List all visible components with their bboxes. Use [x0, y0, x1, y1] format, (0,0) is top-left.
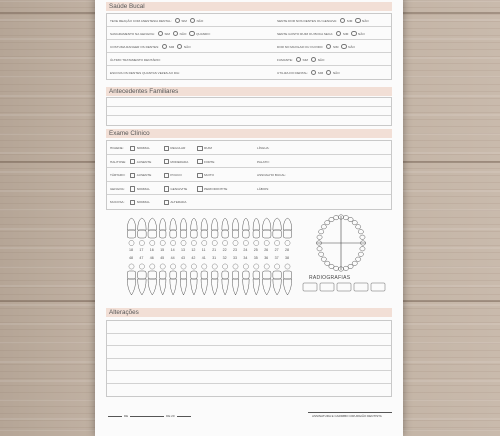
radio-option[interactable] [355, 18, 360, 23]
radio-option[interactable] [175, 18, 180, 23]
tooth-number: 33 [233, 256, 237, 260]
lower-tooth-root[interactable] [253, 279, 259, 295]
radio-option[interactable] [311, 70, 316, 75]
option-label: REGULAR [170, 146, 186, 150]
exam-row [107, 168, 391, 182]
lower-tooth-root[interactable] [243, 279, 250, 295]
lower-tooth-root[interactable] [273, 279, 282, 295]
tooth-number: 17 [139, 248, 144, 252]
alteracoes-line[interactable] [107, 359, 391, 372]
arch-tooth[interactable] [321, 257, 326, 261]
tooth-number: 45 [160, 256, 165, 260]
lower-tooth-root[interactable] [262, 279, 271, 295]
arch-tooth[interactable] [319, 252, 324, 256]
section-title-alteracoes: Alterações [106, 308, 392, 317]
upper-tooth-occlusal[interactable] [171, 240, 176, 245]
upper-tooth-crown[interactable] [180, 230, 187, 238]
tooth-number: 14 [170, 248, 175, 252]
exam-label: GENGIVA: [110, 186, 125, 191]
radio-option[interactable] [326, 44, 331, 49]
tooth-number: 31 [212, 256, 217, 260]
exam-options [110, 199, 194, 205]
lower-tooth-crown[interactable] [243, 271, 250, 279]
tooth-number: 25 [253, 248, 258, 252]
checkbox[interactable] [164, 186, 169, 191]
option-label: SIM [332, 44, 339, 49]
option-label: NÃO [196, 18, 204, 23]
lower-tooth-occlusal[interactable] [171, 264, 176, 269]
lower-tooth-root[interactable] [127, 279, 136, 295]
option-label: NÃO [179, 31, 187, 36]
tooth-number: 47 [139, 256, 144, 260]
date-line[interactable] [106, 414, 193, 418]
checkbox[interactable] [164, 159, 169, 164]
question-label: ESCOVA OS DENTES QUANTAS VEZES AO DIA: [110, 70, 180, 75]
exam-options [110, 145, 228, 151]
upper-tooth-occlusal[interactable] [212, 240, 217, 245]
upper-tooth-root[interactable] [222, 218, 229, 230]
tooth-number: 26 [264, 248, 269, 252]
upper-teeth-row [125, 216, 295, 246]
tooth-number: 43 [181, 256, 185, 260]
lower-tooth-root[interactable] [201, 279, 208, 295]
question-label: ÚLTIMO TRATAMENTO DENTÁRIO: [110, 57, 161, 62]
radio-option[interactable] [162, 44, 167, 49]
option-label: AUSENTE [136, 159, 152, 164]
radio-option[interactable] [173, 31, 178, 36]
checkbox[interactable] [197, 146, 202, 151]
date-de-label: DE [124, 414, 129, 418]
arch-tooth[interactable] [334, 215, 339, 219]
lower-tooth-crown[interactable] [170, 271, 177, 279]
saude-row [107, 40, 391, 53]
arch-tooth[interactable] [356, 225, 361, 229]
lower-tooth-root[interactable] [159, 279, 166, 295]
upper-tooth-root[interactable] [127, 218, 136, 230]
lower-tooth-crown[interactable] [159, 271, 166, 279]
upper-tooth-occlusal[interactable] [129, 240, 134, 245]
option-label: SIM [342, 31, 349, 36]
form-sheet [95, 0, 403, 436]
checkbox[interactable] [130, 186, 135, 191]
question-right [277, 31, 365, 37]
arch-tooth[interactable] [356, 257, 361, 261]
upper-tooth-root[interactable] [159, 218, 166, 230]
arch-tooth[interactable] [325, 261, 330, 265]
upper-tooth-occlusal[interactable] [243, 240, 248, 245]
arch-tooth[interactable] [352, 220, 357, 224]
lower-tooth-root[interactable] [170, 279, 177, 295]
lower-tooth-crown[interactable] [273, 271, 282, 279]
option-label: AUSENTE [136, 173, 152, 178]
lower-tooth-root[interactable] [138, 279, 147, 295]
exam-field-label: ASSOALHO BUCAL: [257, 173, 287, 178]
tooth-number: 42 [191, 256, 196, 260]
tooth-number: 11 [201, 248, 206, 252]
lower-tooth-occlusal[interactable] [264, 264, 269, 269]
checkbox[interactable] [130, 173, 135, 178]
checkbox[interactable] [130, 159, 135, 164]
question-label: FUMANTE: [277, 57, 293, 62]
arch-tooth[interactable] [343, 266, 348, 270]
upper-tooth-occlusal[interactable] [233, 240, 238, 245]
exam-options [110, 172, 228, 178]
lower-tooth-occlusal[interactable] [191, 264, 196, 269]
question-label: DOR NO MAXILAR OU OUVIDO: [277, 44, 324, 49]
upper-tooth-root[interactable] [170, 218, 177, 230]
option-label: MUITO [204, 173, 214, 178]
option-label: NÃO [317, 57, 325, 62]
lower-tooth-crown[interactable] [138, 271, 147, 279]
exam-row [107, 195, 391, 209]
radio-option[interactable] [311, 57, 316, 62]
tooth-number: 15 [160, 248, 165, 252]
saude-bucal-grid [106, 13, 392, 80]
lower-tooth-numbers [125, 256, 295, 262]
question-left [110, 31, 211, 37]
option-label: NÃO [362, 18, 369, 23]
saude-row [107, 66, 391, 79]
exam-label: HIGIENE: [110, 146, 124, 150]
upper-tooth-crown[interactable] [283, 230, 292, 238]
question-right [277, 18, 369, 24]
lower-tooth-occlusal[interactable] [181, 264, 186, 269]
radio-option[interactable] [296, 57, 301, 62]
lower-tooth-occlusal[interactable] [233, 264, 238, 269]
exam-field[interactable] [257, 159, 270, 165]
lower-tooth-occlusal[interactable] [254, 264, 259, 269]
exam-label: TÁRTARO: [110, 173, 126, 178]
option-label: MODERADA [170, 159, 189, 164]
radio-option[interactable] [158, 31, 163, 36]
option-label: SIM [168, 44, 175, 49]
tooth-number: 24 [243, 248, 248, 252]
lower-tooth-occlusal[interactable] [150, 264, 155, 269]
lower-tooth-occlusal[interactable] [223, 264, 228, 269]
dental-arch-diagram [310, 212, 372, 274]
option-label: NÃO [332, 70, 340, 75]
lower-teeth-row [125, 263, 295, 297]
lower-tooth-crown[interactable] [201, 271, 208, 279]
tooth-number: 16 [149, 248, 154, 252]
tooth-number: 32 [222, 256, 227, 260]
tooth-number: 44 [170, 256, 175, 260]
option-label: NORMAL [136, 200, 150, 205]
upper-tooth-crown[interactable] [211, 230, 218, 238]
signature-line[interactable] [308, 412, 392, 413]
radio-option[interactable] [177, 44, 182, 49]
upper-tooth-occlusal[interactable] [160, 240, 165, 245]
question-right [277, 70, 340, 76]
lower-tooth-root[interactable] [191, 279, 198, 295]
option-label: QUANDO: [196, 31, 211, 36]
upper-tooth-occlusal[interactable] [139, 240, 144, 245]
checkbox[interactable] [164, 146, 169, 151]
antecedentes-line[interactable] [107, 116, 391, 125]
question-right [277, 57, 324, 63]
lower-tooth-crown[interactable] [232, 271, 239, 279]
upper-tooth-occlusal[interactable] [191, 240, 196, 245]
arch-tooth[interactable] [319, 230, 324, 234]
question-label: SANGRAMENTO NA GENGIVA: [110, 31, 155, 36]
option-label: SIM [302, 57, 309, 62]
exam-label: MUCOSA: [110, 200, 125, 205]
tooth-number: 27 [274, 248, 279, 252]
exam-field-label: LÍNGUA: [257, 146, 270, 150]
upper-tooth-occlusal[interactable] [264, 240, 269, 245]
checkbox[interactable] [197, 186, 202, 191]
upper-tooth-root[interactable] [201, 218, 208, 230]
question-label: COSTUMA RANGER OS DENTES: [110, 44, 159, 49]
upper-tooth-occlusal[interactable] [223, 240, 228, 245]
arch-tooth[interactable] [317, 235, 322, 239]
question-label: SENTE GOSTO RUIM OU BOCA SECA: [277, 31, 334, 36]
upper-tooth-root[interactable] [138, 218, 147, 230]
exam-row [107, 141, 391, 155]
upper-tooth-crown[interactable] [127, 230, 136, 238]
upper-tooth-occlusal[interactable] [150, 240, 155, 245]
upper-tooth-occlusal[interactable] [181, 240, 186, 245]
upper-tooth-crown[interactable] [201, 230, 208, 238]
question-label: UTILIZA FIO DENTAL: [277, 70, 309, 75]
lower-tooth-occlusal[interactable] [275, 264, 280, 269]
radio-option[interactable] [340, 18, 345, 23]
tooth-number: 37 [274, 256, 279, 260]
section-title-antecedentes: Antecedentes Familiares [106, 87, 392, 96]
lower-tooth-crown[interactable] [211, 271, 218, 279]
tooth-number: 12 [191, 248, 196, 252]
exam-field[interactable] [257, 186, 269, 192]
option-label: SIM [164, 31, 170, 36]
tooth-number: 35 [253, 256, 258, 260]
exame-clinico-grid [106, 140, 392, 210]
exam-row [107, 155, 391, 169]
lower-tooth-occlusal[interactable] [202, 264, 207, 269]
tooth-number: 13 [181, 248, 185, 252]
lower-tooth-crown[interactable] [283, 271, 292, 279]
question-left [110, 57, 161, 63]
antecedentes-line[interactable] [107, 98, 391, 107]
checkbox[interactable] [164, 200, 169, 205]
upper-tooth-root[interactable] [232, 218, 239, 230]
arch-tooth[interactable] [358, 252, 363, 256]
option-label: SIM [181, 18, 187, 23]
radio-option[interactable] [351, 31, 356, 36]
upper-tooth-root[interactable] [180, 218, 187, 230]
checkbox[interactable] [197, 173, 202, 178]
upper-tooth-root[interactable] [262, 218, 271, 230]
alteracoes-line[interactable] [107, 346, 391, 359]
upper-tooth-crown[interactable] [159, 230, 166, 238]
radio-option[interactable] [189, 31, 194, 36]
option-label: RUIM [204, 146, 212, 150]
option-label: NÃO [358, 31, 365, 36]
upper-tooth-root[interactable] [148, 218, 157, 230]
option-label: NÃO [348, 44, 355, 49]
radio-option[interactable] [326, 70, 331, 75]
exam-field[interactable] [257, 172, 286, 178]
exam-field-label: PALATO: [257, 159, 270, 164]
exam-label: HALITOSE: [110, 159, 127, 164]
question-left [110, 70, 180, 76]
upper-tooth-numbers [125, 248, 295, 254]
upper-tooth-root[interactable] [191, 218, 198, 230]
radio-option[interactable] [336, 31, 341, 36]
lower-tooth-occlusal[interactable] [285, 264, 290, 269]
tooth-number: 36 [264, 256, 269, 260]
arch-tooth[interactable] [360, 235, 365, 239]
lower-tooth-root[interactable] [148, 279, 157, 295]
exam-field[interactable] [257, 145, 269, 151]
question-label: TEVE REAÇÃO COM ANESTESIA DENTAL: [110, 18, 172, 23]
lower-tooth-occlusal[interactable] [160, 264, 165, 269]
lower-tooth-occlusal[interactable] [129, 264, 134, 269]
lower-tooth-root[interactable] [232, 279, 239, 295]
exam-options [110, 186, 228, 192]
lower-tooth-crown[interactable] [127, 271, 136, 279]
antecedentes-line[interactable] [107, 107, 391, 116]
section-title-saude-bucal: Saúde Bucal [106, 2, 392, 11]
lower-tooth-root[interactable] [180, 279, 187, 295]
option-label: NORMAL [136, 186, 150, 191]
antecedentes-grid [106, 97, 392, 126]
saude-row [107, 27, 391, 40]
option-label: NORMAL [136, 146, 150, 150]
question-label: SENTE DOR NOS DENTES OU GENGIVA: [277, 18, 338, 23]
lower-tooth-crown[interactable] [148, 271, 157, 279]
upper-tooth-root[interactable] [243, 218, 250, 230]
option-label: FORTE [204, 159, 215, 164]
lower-tooth-occlusal[interactable] [243, 264, 248, 269]
radiografias-label: RADIOGRAFIAS [309, 275, 351, 281]
upper-tooth-root[interactable] [211, 218, 218, 230]
arch-tooth[interactable] [321, 225, 326, 229]
option-label: SIM [346, 18, 353, 23]
option-label: NÃO [183, 44, 191, 49]
saude-row [107, 14, 391, 27]
arch-tooth[interactable] [360, 247, 365, 251]
alteracoes-line[interactable] [107, 321, 391, 334]
tooth-number: 38 [285, 256, 289, 260]
lower-tooth-crown[interactable] [180, 271, 187, 279]
upper-tooth-occlusal[interactable] [285, 240, 290, 245]
upper-tooth-crown[interactable] [243, 230, 250, 238]
lower-tooth-occlusal[interactable] [212, 264, 217, 269]
option-label: GENGIVITE [170, 186, 188, 191]
lower-tooth-occlusal[interactable] [139, 264, 144, 269]
tooth-number: 34 [243, 256, 248, 260]
question-left [110, 18, 203, 24]
alteracoes-grid [106, 320, 392, 397]
tooth-number: 18 [129, 248, 133, 252]
upper-tooth-crown[interactable] [138, 230, 147, 238]
checkbox[interactable] [164, 173, 169, 178]
upper-tooth-crown[interactable] [148, 230, 157, 238]
upper-tooth-occlusal[interactable] [202, 240, 207, 245]
radiograph-films [301, 281, 387, 293]
alteracoes-line[interactable] [107, 334, 391, 347]
upper-tooth-root[interactable] [283, 218, 292, 230]
lower-tooth-crown[interactable] [191, 271, 198, 279]
tooth-number: 48 [129, 256, 133, 260]
section-title-exame-clinico: Exame Clínico [106, 129, 392, 138]
arch-tooth[interactable] [317, 247, 322, 251]
checkbox[interactable] [130, 200, 135, 205]
date-year-label: DE 20 [166, 414, 175, 418]
tooth-number: 23 [233, 248, 237, 252]
option-label: PERIODONTITE [204, 186, 228, 191]
tooth-number: 21 [212, 248, 217, 252]
option-label: SIM [317, 70, 324, 75]
upper-tooth-crown[interactable] [253, 230, 259, 238]
radio-option[interactable] [190, 18, 195, 23]
lower-tooth-root[interactable] [211, 279, 218, 295]
tooth-number: 22 [222, 248, 227, 252]
upper-tooth-root[interactable] [273, 218, 282, 230]
exam-options [110, 159, 228, 165]
signature-label: ASSINATURA E CARIMBO CIRURGIÃO DENTISTA [312, 414, 382, 418]
lower-tooth-crown[interactable] [222, 271, 229, 279]
alteracoes-line[interactable] [107, 371, 391, 384]
upper-tooth-crown[interactable] [232, 230, 239, 238]
question-right [277, 44, 355, 50]
exam-row [107, 182, 391, 196]
upper-tooth-crown[interactable] [273, 230, 282, 238]
upper-tooth-occlusal[interactable] [254, 240, 259, 245]
upper-tooth-crown[interactable] [222, 230, 229, 238]
alteracoes-line[interactable] [107, 384, 391, 397]
lower-tooth-root[interactable] [283, 279, 292, 295]
lower-tooth-crown[interactable] [262, 271, 271, 279]
arch-tooth[interactable] [358, 230, 363, 234]
tooth-number: 41 [201, 256, 206, 260]
tooth-number: 28 [285, 248, 289, 252]
lower-tooth-crown[interactable] [253, 271, 259, 279]
option-label: POUCO [170, 173, 182, 178]
question-left [110, 44, 191, 50]
upper-tooth-crown[interactable] [191, 230, 198, 238]
radio-option[interactable] [341, 44, 346, 49]
checkbox[interactable] [130, 146, 135, 151]
upper-tooth-crown[interactable] [262, 230, 271, 238]
option-label: ALTERADA [170, 200, 187, 205]
exam-field-label: LÁBIOS: [257, 186, 270, 191]
tooth-number: 46 [149, 256, 154, 260]
checkbox[interactable] [197, 159, 202, 164]
upper-tooth-crown[interactable] [170, 230, 177, 238]
lower-tooth-root[interactable] [222, 279, 229, 295]
upper-tooth-root[interactable] [253, 218, 259, 230]
saude-row [107, 53, 391, 66]
upper-tooth-occlusal[interactable] [275, 240, 280, 245]
